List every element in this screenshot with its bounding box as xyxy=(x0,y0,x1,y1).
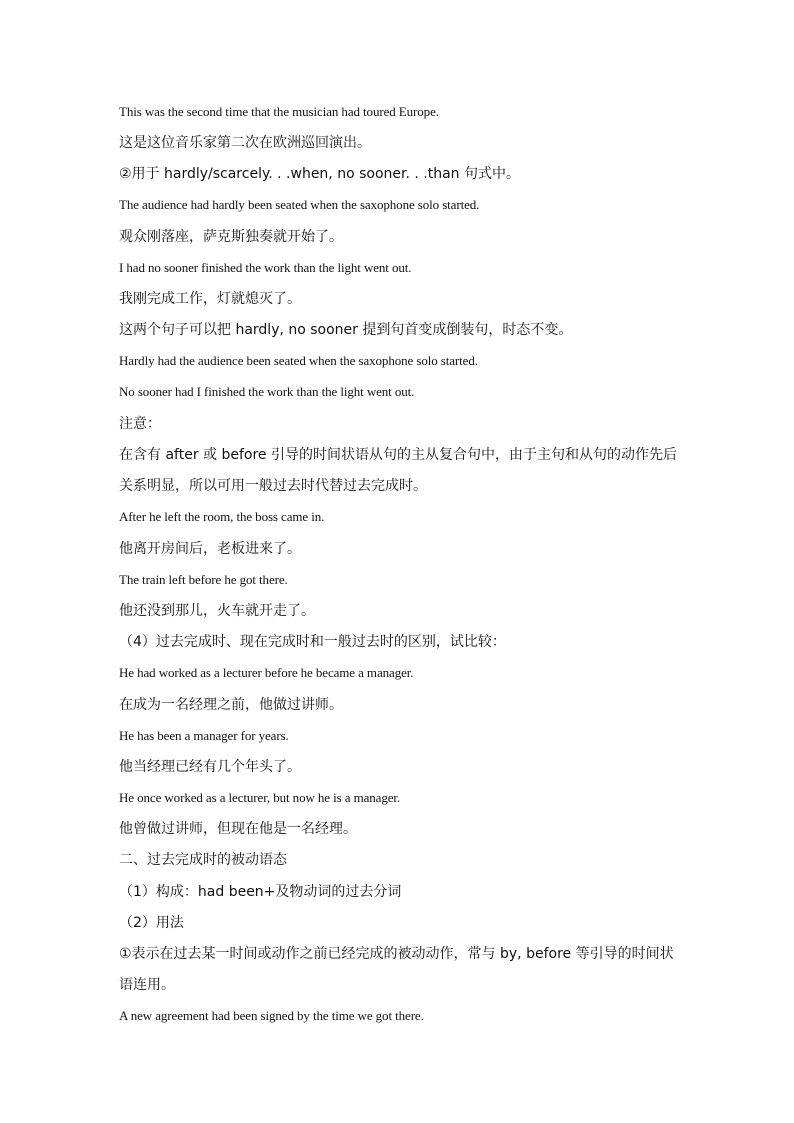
text-line: No sooner had I finished the work than the light went out. xyxy=(119,384,415,399)
text-line: 观众刚落座，萨克斯独奏就开始了。 xyxy=(119,229,343,245)
text-line: He had worked as a lecturer before he became a manager. xyxy=(119,665,414,680)
section-heading: 二、过去完成时的被动语态 xyxy=(119,852,287,868)
text-line: （1）构成：had been+及物动词的过去分词 xyxy=(119,884,402,900)
text-line: ①表示在过去某一时间或动作之前已经完成的被动动作，常与 by, before 等引导的时间状 xyxy=(119,946,674,962)
text-line: He once worked as a lecturer, but now he is a manager. xyxy=(119,790,401,805)
text-line: 关系明显，所以可用一般过去时代替过去完成时。 xyxy=(119,478,427,494)
text-line: 注意： xyxy=(119,416,161,432)
text-line: Hardly had the audience been seated when the saxophone solo started. xyxy=(119,353,478,368)
text-line: He has been a manager for years. xyxy=(119,728,289,743)
text-line: A new agreement had been signed by the time we got there. xyxy=(119,1008,424,1023)
text-line: I had no sooner finished the work than the light went out. xyxy=(119,260,412,275)
text-line: This was the second time that the musician had toured Europe. xyxy=(119,104,439,119)
text-line: （2）用法 xyxy=(119,915,184,931)
text-line: After he left the room, the boss came in. xyxy=(119,509,325,524)
text-line: 在含有 after 或 before 引导的时间状语从句的主从复合句中，由于主句和从句的动作先后 xyxy=(119,447,677,463)
text-line: （4）过去完成时、现在完成时和一般过去时的区别，试比较： xyxy=(119,634,506,650)
text-line: 在成为一名经理之前，他做过讲师。 xyxy=(119,697,343,713)
text-line: 我刚完成工作，灯就熄灭了。 xyxy=(119,291,301,307)
text-line: 这两个句子可以把 hardly, no sooner 提到句首变成倒装句，时态不变。 xyxy=(119,322,573,338)
text-line: 他曾做过讲师，但现在他是一名经理。 xyxy=(119,821,357,837)
text-line: The audience had hardly been seated when the saxophone solo started. xyxy=(119,197,480,212)
text-line: 他当经理已经有几个年头了。 xyxy=(119,759,301,775)
text-line: The train left before he got there. xyxy=(119,572,288,587)
text-line: 他离开房间后，老板进来了。 xyxy=(119,541,301,557)
text-line: 他还没到那儿，火车就开走了。 xyxy=(119,603,315,619)
text-line: ②用于 hardly/scarcely. . .when, no sooner. . .than 句式中。 xyxy=(119,166,520,182)
text-line: 这是这位音乐家第二次在欧洲巡回演出。 xyxy=(119,135,371,151)
text-line: 语连用。 xyxy=(119,977,175,993)
